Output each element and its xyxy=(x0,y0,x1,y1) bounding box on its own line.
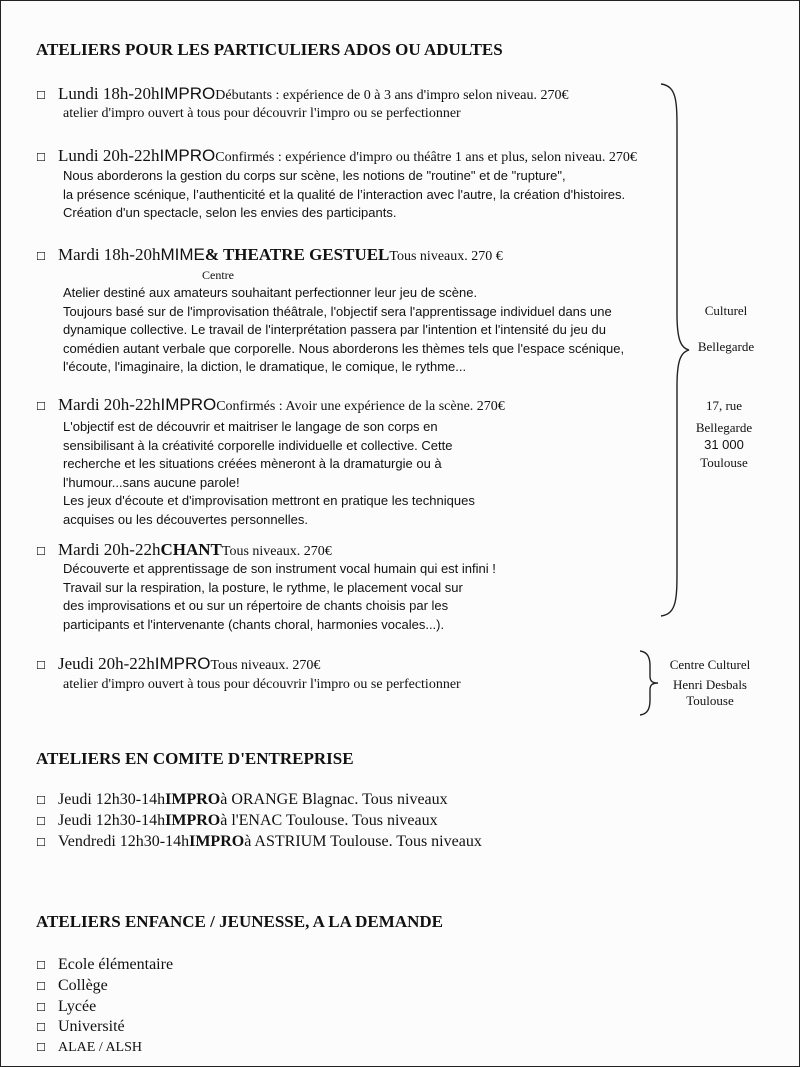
atelier-keyword: MIME xyxy=(160,245,205,264)
desc-line: l'humour...sans aucune parole! xyxy=(63,474,240,490)
checkbox[interactable]: ☐ xyxy=(36,1021,46,1035)
atelier-details: Tous niveaux. 270 € xyxy=(389,249,503,264)
ce-details: à l'ENAC Toulouse. Tous niveaux xyxy=(220,812,438,829)
checkbox[interactable]: ☐ xyxy=(36,1000,46,1014)
checkbox[interactable]: ☐ xyxy=(36,659,46,672)
enfance-item xyxy=(36,976,173,997)
desc-line: recherche et les situations créées mèneront à la dramaturgie ou à xyxy=(63,456,442,472)
desc-line: Découverte et apprentissage de son instrument vocal humain qui est infini ! xyxy=(63,561,496,576)
atelier-keyword-2: & THEATRE GESTUEL xyxy=(204,245,390,264)
checkbox[interactable]: ☐ xyxy=(36,1041,46,1055)
ce-item xyxy=(36,832,482,853)
desc-line: la présence scénique, l’authenticité et la qualité de l’interaction avec l'autre, la création d'histoires. xyxy=(63,186,626,202)
atelier-details: Confirmés : expérience d'impro ou théâtre 1 ans et plus, selon niveau. 270€ xyxy=(215,150,637,165)
atelier-keyword: IMPRO xyxy=(154,654,211,673)
desc-line: atelier d'impro ouvert à tous pour découvrir l'impro ou se perfectionner xyxy=(63,106,461,121)
ce-details: à ASTRIUM Toulouse. Tous niveaux xyxy=(244,833,482,850)
atelier-details: Tous niveaux. 270€ xyxy=(221,544,332,559)
atelier-time: Mardi 20h-22h xyxy=(58,395,161,414)
desc-line: Toujours basé sur de l'improvisation théâtrale, l'objectif sera l'apprentissage individuel dans une xyxy=(63,303,612,319)
atelier-mardi-18h xyxy=(36,245,503,265)
desc-line: participants et l'intervenante (chants choral, harmonies vocales...). xyxy=(63,616,445,632)
checkbox[interactable]: ☐ xyxy=(36,979,46,993)
checkbox[interactable]: ☐ xyxy=(36,250,46,263)
atelier-details: Tous niveaux. 270€ xyxy=(210,658,321,673)
enfance-label: ALAE / ALSH xyxy=(58,1040,142,1056)
enfance-label: Université xyxy=(58,1018,125,1036)
ce-keyword: IMPRO xyxy=(165,791,221,808)
lieu1-line: Bellegarde xyxy=(697,339,755,354)
checkbox[interactable]: ☐ xyxy=(36,794,46,807)
atelier-keyword: IMPRO xyxy=(159,146,216,165)
desc-line: Travail sur la respiration, la posture, le rythme, le placement vocal sur xyxy=(63,579,463,595)
ce-keyword: IMPRO xyxy=(189,833,245,850)
enfance-label: Lycée xyxy=(58,997,97,1015)
ce-time: Vendredi 12h30-14h xyxy=(58,833,190,850)
desc-line: l'écoute, l'imaginaire, la diction, le dramatique, le comique, le rythme... xyxy=(63,359,467,375)
atelier-keyword: IMPRO xyxy=(160,395,217,414)
checkbox[interactable]: ☐ xyxy=(36,400,46,413)
enfance-label: Ecole élémentaire xyxy=(58,956,174,973)
ce-list xyxy=(36,790,482,853)
desc-line: L'objectif est de découvrir et maitriser le langage de son corps en xyxy=(63,419,438,434)
atelier-desc xyxy=(63,167,625,223)
lieu1-line: Toulouse xyxy=(700,455,748,470)
atelier-mardi-20h-chant xyxy=(36,540,332,560)
checkbox[interactable]: ☐ xyxy=(36,545,46,558)
lieu2-line: Henri Desbals xyxy=(672,677,747,692)
atelier-lundi-18h xyxy=(36,84,568,104)
ce-time: Jeudi 12h30-14h xyxy=(58,791,166,808)
checkbox[interactable]: ☐ xyxy=(36,89,46,102)
enfance-list xyxy=(36,955,173,1058)
checkbox[interactable]: ☐ xyxy=(36,815,46,828)
ce-keyword: IMPRO xyxy=(165,812,221,829)
atelier-desc xyxy=(63,560,496,634)
atelier-time: Jeudi 20h-22h xyxy=(58,654,155,673)
lieu1-line: Bellegarde xyxy=(695,420,753,435)
atelier-jeudi-20h xyxy=(36,654,320,674)
atelier-desc xyxy=(63,418,475,530)
atelier-desc xyxy=(63,284,624,377)
section-title-enfance: ATELIERS ENFANCE / JEUNESSE, A LA DEMANDE xyxy=(36,912,443,931)
desc-line: Atelier destiné aux amateurs souhaitant perfectionner leur jeu de scène. xyxy=(63,285,478,300)
atelier-details: Débutants : expérience de 0 à 3 ans d'impro selon niveau. 270€ xyxy=(215,88,569,103)
desc-line: dynamique collective. Le travail de l'interprétation passera par l'intention et l'intensité du jeu du xyxy=(63,322,606,338)
atelier-keyword: IMPRO xyxy=(159,84,216,103)
ce-item xyxy=(36,811,482,832)
atelier-time: Lundi 18h-20h xyxy=(58,84,160,103)
checkbox[interactable]: ☐ xyxy=(36,836,46,849)
atelier-time: Mardi 20h-22h xyxy=(58,540,161,559)
atelier-time: Mardi 18h-20h xyxy=(58,245,161,264)
desc-line: Les jeux d'écoute et d'improvisation mettront en pratique les techniques xyxy=(63,493,475,509)
desc-line: des improvisations et ou sur un répertoire de chants choisis par les xyxy=(63,598,449,614)
section-title-particuliers: ATELIERS POUR LES PARTICULIERS ADOS OU ADULTES xyxy=(36,40,503,59)
desc-line: sensibilisant à la créativité corporelle individuelle et collective. Cette xyxy=(63,437,453,453)
enfance-item xyxy=(36,1017,173,1038)
checkbox[interactable]: ☐ xyxy=(36,151,46,164)
lieu2-line: Toulouse xyxy=(686,693,734,708)
atelier-lundi-20h xyxy=(36,146,637,166)
desc-line: atelier d'impro ouvert à tous pour découvrir l'impro ou se perfectionner xyxy=(63,677,461,692)
desc-line: acquises ou les découvertes personnelles. xyxy=(63,511,308,527)
checkbox[interactable]: ☐ xyxy=(36,959,46,972)
atelier-desc xyxy=(63,677,461,693)
lieu1-line: 17, rue xyxy=(705,398,743,413)
atelier-mardi-20h-impro xyxy=(36,395,505,415)
lieu1-line: Culturel xyxy=(704,303,748,318)
ce-details: à ORANGE Blagnac. Tous niveaux xyxy=(220,791,448,808)
atelier-time: Lundi 20h-22h xyxy=(58,146,160,165)
centre-note: Centre xyxy=(202,268,234,282)
desc-line: Nous aborderons la gestion du corps sur scène, les notions de "routine" et de "rupture", xyxy=(63,168,566,183)
atelier-keyword: CHANT xyxy=(160,540,222,559)
lieu2-line: Centre Culturel xyxy=(669,657,751,672)
enfance-label: Collège xyxy=(58,976,108,994)
atelier-details: Confirmés : Avoir une expérience de la scène. 270€ xyxy=(216,399,505,414)
section-title-ce: ATELIERS EN COMITE D'ENTREPRISE xyxy=(36,749,354,768)
atelier-desc xyxy=(63,106,461,122)
desc-line: comédien autant verbale que corporelle. Nous aborderons les thèmes tels que l'espace scénique, xyxy=(63,340,625,356)
enfance-item xyxy=(36,1038,173,1058)
ce-time: Jeudi 12h30-14h xyxy=(58,812,166,829)
lieu1-line: 31 000 xyxy=(704,437,744,452)
ce-item xyxy=(36,790,482,811)
desc-line: Création d'un spectacle, selon les envies des participants. xyxy=(63,205,397,221)
enfance-item xyxy=(36,997,173,1018)
enfance-item xyxy=(36,955,173,976)
